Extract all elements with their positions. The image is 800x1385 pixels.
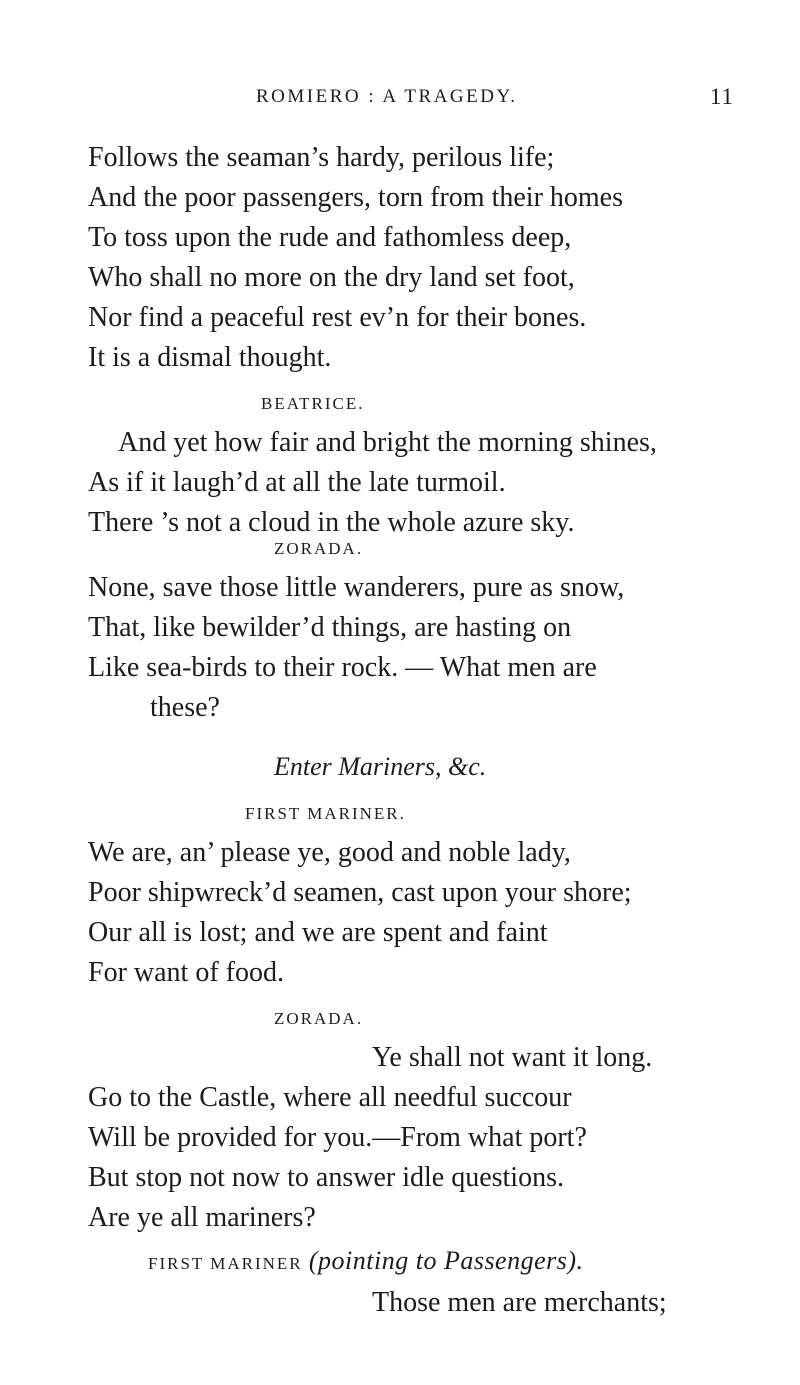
verse-line: these? bbox=[150, 692, 220, 723]
verse-line: It is a dismal thought. bbox=[88, 342, 332, 373]
speaker-line bbox=[148, 1246, 584, 1275]
verse-line: And the poor passengers, torn from their homes bbox=[88, 182, 623, 213]
verse-line: Like sea-birds to their rock. — What men are bbox=[88, 652, 597, 683]
verse-line: Our all is lost; and we are spent and faint bbox=[88, 917, 548, 948]
verse-line: Ye shall not want it long. bbox=[372, 1042, 653, 1073]
verse-line: That, like bewilder’d things, are hasting on bbox=[88, 612, 572, 643]
verse-line: None, save those little wanderers, pure as snow, bbox=[88, 572, 625, 603]
verse-line: For want of food. bbox=[88, 957, 284, 988]
speaker-name: BEATRICE. bbox=[261, 394, 365, 413]
verse-line: Those men are merchants; bbox=[372, 1287, 667, 1318]
verse-line: Will be provided for you.—From what port? bbox=[88, 1122, 587, 1153]
speaker-name: FIRST MARINER bbox=[148, 1254, 303, 1273]
verse-line: There ’s not a cloud in the whole azure sky. bbox=[88, 507, 575, 538]
stage-direction: (pointing to Passengers). bbox=[308, 1246, 584, 1275]
verse-line: Are ye all mariners? bbox=[88, 1202, 316, 1233]
verse-line: Nor find a peaceful rest ev’n for their bones. bbox=[88, 302, 587, 333]
running-title: ROMIERO : A TRAGEDY. bbox=[256, 86, 518, 107]
verse-line: Go to the Castle, where all needful succour bbox=[88, 1082, 572, 1113]
verse-line: Follows the seaman’s hardy, perilous life; bbox=[88, 142, 555, 173]
verse-line: To toss upon the rude and fathomless deep, bbox=[88, 222, 572, 253]
speaker-name: ZORADA. bbox=[274, 1009, 364, 1028]
page-number: 11 bbox=[709, 84, 734, 109]
verse-line: Poor shipwreck’d seamen, cast upon your shore; bbox=[88, 877, 632, 908]
speaker-name: FIRST MARINER. bbox=[245, 804, 406, 823]
verse-line: Who shall no more on the dry land set foot, bbox=[88, 262, 575, 293]
verse-line: We are, an’ please ye, good and noble lady, bbox=[88, 837, 571, 868]
verse-line: As if it laugh’d at all the late turmoil. bbox=[88, 467, 506, 498]
verse-line: But stop not now to answer idle questions. bbox=[88, 1162, 564, 1193]
verse-line: And yet how fair and bright the morning shines, bbox=[118, 427, 657, 458]
stage-direction: Enter Mariners, &c. bbox=[274, 752, 487, 781]
running-head bbox=[256, 84, 734, 114]
speaker-name: ZORADA. bbox=[274, 539, 364, 558]
